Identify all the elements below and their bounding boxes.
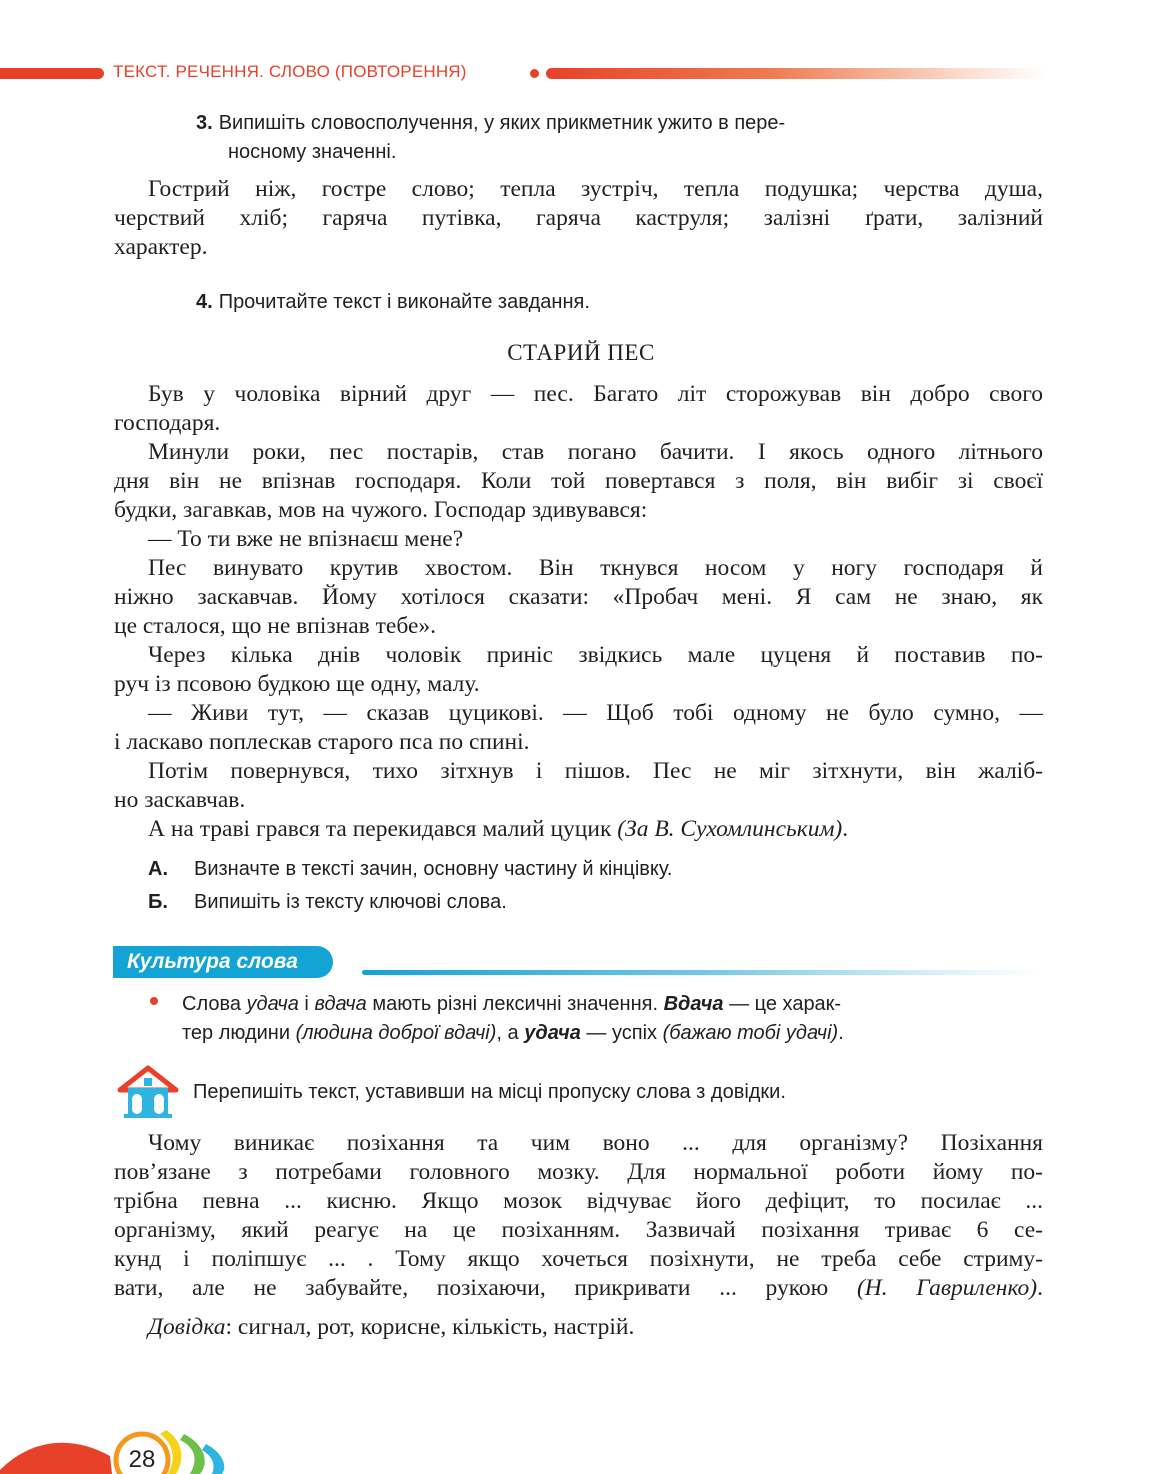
story-line: ніжно заскавчав. Йому хотілося сказати: «Пробач мені. Я сам не знаю, як	[114, 584, 1043, 610]
story-line: дня він не впізнав господаря. Коли той повертався з поля, він вибіг зі своєї	[114, 468, 1043, 494]
reference-words: : сигнал, рот, корисне, кількість, настрій.	[225, 1314, 635, 1340]
story-title: СТАРИЙ ПЕС	[507, 340, 655, 365]
culture-term: вдача	[314, 993, 367, 1015]
culture-example: (бажаю тобі удачі)	[662, 1022, 839, 1044]
bullet-icon	[150, 997, 158, 1005]
task-3-instruction-line1: Випишіть словосполучення, у яких прикметник ужито в пере-	[218, 112, 786, 134]
sub-task-text: Визначте в тексті зачин, основну частину й кінцівку.	[194, 858, 673, 880]
story-line: і ласкаво поплескав старого пса по спині.	[114, 729, 530, 755]
homework-instruction: Перепишіть текст, уставивши на місці пропуску слова з довідки.	[193, 1081, 786, 1103]
homework-text	[114, 1129, 1043, 1303]
story-line: но заскавчав.	[114, 787, 246, 813]
story-line: Минули роки, пес постарів, став погано бачити. І якось одного літнього	[148, 439, 1043, 465]
homework-line: вати, але не забувайте, позіхаючи, прикривати ... рукою	[114, 1275, 829, 1301]
house-icon	[114, 1064, 182, 1118]
story-source: (За В. Сухомлинським)	[617, 816, 843, 842]
homework-line: організму, який реагує на це позіханням. Зазвичай позіхання триває 6 се-	[114, 1217, 1043, 1243]
culture-text-part: і	[298, 993, 315, 1015]
task-4-instruction	[196, 288, 590, 317]
sub-task-letter: Б.	[148, 891, 168, 913]
culture-text-part: — це харак-	[723, 993, 842, 1015]
culture-term: удача	[246, 993, 299, 1015]
header-dot	[530, 69, 539, 78]
task-3-text	[114, 175, 1043, 262]
task-4-number: 4.	[196, 291, 213, 313]
story-end: .	[842, 816, 849, 842]
task-3-number: 3.	[196, 112, 213, 134]
homework-source-end: .	[1037, 1275, 1044, 1301]
homework-last-line	[114, 1274, 1043, 1303]
story-last-line	[114, 815, 1043, 844]
culture-text-part: , а	[496, 1022, 525, 1044]
culture-divider	[362, 970, 1042, 975]
homework-line: пов’язане з потребами головного мозку. Для нормальної роботи йому по-	[114, 1159, 1043, 1185]
task-3-line: Гострий ніж, гостре слово; тепла зустріч, тепла подушка; черства душа,	[148, 176, 1043, 202]
reference-label: Довідка	[148, 1314, 226, 1340]
culture-text-part: — успіх	[580, 1022, 663, 1044]
story-line: А на траві грався та перекидався малий цуцик	[148, 816, 612, 842]
sub-task-b	[148, 888, 507, 916]
header-bar-right	[546, 68, 1046, 79]
culture-term-bold: Вдача	[663, 993, 724, 1015]
homework-line: Чому виникає позіхання та чим воно ... для організму? Позіхання	[148, 1130, 1043, 1156]
page-number: 28	[128, 1446, 156, 1473]
story-line: Потім повернувся, тихо зітхнув і пішов. Пес не міг зітхнути, він жаліб-	[148, 758, 1043, 784]
sub-task-a	[148, 855, 672, 883]
culture-badge: Культура слова	[113, 946, 333, 978]
story-line: будки, загавкав, мов на чужого. Господар здивувався:	[114, 497, 648, 523]
culture-note	[182, 990, 982, 1048]
story-line: Був у чоловіка вірний друг — пес. Багато літ сторожував він добро свого	[148, 381, 1043, 407]
story-line: — То ти вже не впізнаєш мене?	[148, 526, 464, 552]
story-line: господаря.	[114, 410, 221, 436]
homework-source: (Н. Гавриленко)	[856, 1275, 1038, 1301]
page-number-logo	[0, 1400, 240, 1474]
task-3-line: черствий хліб; гаряча путівка, гаряча каструля; залізні ґрати, залізний	[114, 205, 1043, 231]
culture-text-part: Слова	[182, 993, 247, 1015]
story-line: руч із псовою будкою ще одну, малу.	[114, 671, 480, 697]
culture-term-bold: удача	[524, 1022, 581, 1044]
task-3-instruction-line2: носному значенні.	[228, 141, 397, 163]
culture-example: (людина доброї вдачі)	[295, 1022, 497, 1044]
story-line: це сталося, що не впізнав тебе».	[114, 613, 437, 639]
homework-line: кунд і поліпшує ... . Тому якщо хочеться позіхнути, не треба себе стриму-	[114, 1246, 1043, 1272]
chapter-title: ТЕКСТ. РЕЧЕННЯ. СЛОВО (ПОВТОРЕННЯ)	[113, 62, 467, 81]
story-text	[114, 380, 1043, 844]
culture-text-part: мають різні лексичні значення.	[366, 993, 664, 1015]
reference	[148, 1313, 1043, 1342]
sub-task-text: Випишіть із тексту ключові слова.	[194, 891, 507, 913]
sub-task-letter: А.	[148, 858, 168, 880]
story-line: Пес винувато крутив хвостом. Він ткнувся носом у ногу господаря й	[148, 555, 1043, 581]
story-line: — Живи тут, — сказав цуцикові. — Щоб тобі одному не було сумно, —	[148, 700, 1043, 726]
task-3-instruction	[196, 109, 956, 167]
story-line: Через кілька днів чоловік приніс звідкись мале цуценя й поставив по-	[148, 642, 1043, 668]
culture-text-part: .	[838, 1022, 844, 1044]
homework-line: трібна певна ... кисню. Якщо мозок відчуває його дефіцит, то посилає ...	[114, 1188, 1043, 1214]
culture-text-part: тер людини	[182, 1022, 296, 1044]
task-4-instruction-text: Прочитайте текст і виконайте завдання.	[218, 291, 590, 313]
header-bar-left	[0, 68, 104, 79]
task-3-line: характер.	[114, 234, 208, 260]
